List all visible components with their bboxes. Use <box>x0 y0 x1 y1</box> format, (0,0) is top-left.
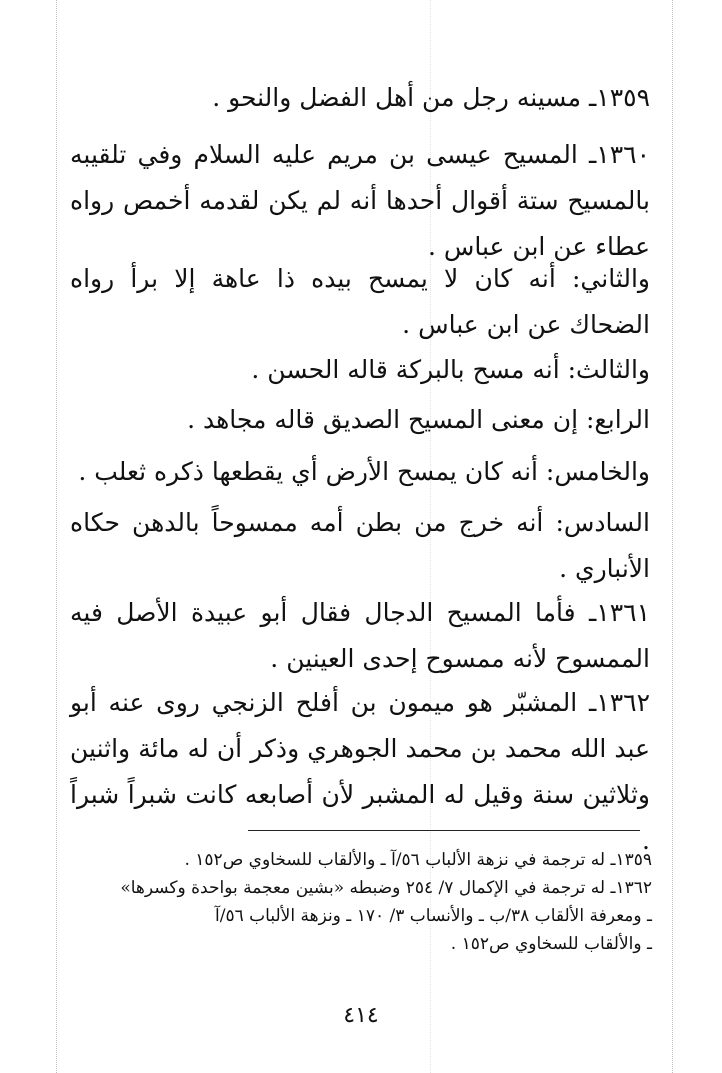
entry-1360: ١٣٦٠ـ المسيح عيسى بن مريم عليه السلام وفي تلقيبه بالمسيح ستة أقوال أحدها أنه لم يكن لقدمه أخمص رواه عطاء عن ابن عباس . <box>70 140 650 261</box>
entry-1360-second: والثاني: أنه كان لا يمسح بيده ذا عاهة إلا برأ رواه الضحاك عن ابن عباس . <box>70 264 650 339</box>
entry-1361: ١٣٦١ـ فأما المسيح الدجال فقال أبو عبيدة الأصل فيه الممسوح لأنه ممسوح إحدى العينين . <box>70 598 650 673</box>
entry-1360-fifth: والخامس: أنه كان يمسح الأرض أي يقطعها ذكره ثعلب . <box>78 457 650 486</box>
entry-1360-fourth: الرابع: إن معنى المسيح الصديق قاله مجاهد . <box>187 405 650 434</box>
entry-1362: ١٣٦٢ـ المشبّر هو ميمون بن أفلح الزنجي روى عنه أبو عبد الله محمد بن محمد الجوهري وذكر أن له مائة واثنين وثلاثين سنة وقيل له المشبر لأن أصابعه كانت شبراً شبراً . <box>70 688 650 855</box>
footnotes <box>60 846 652 958</box>
entry-1360-third: والثالث: أنه مسح بالبركة قاله الحسن . <box>251 355 650 384</box>
footnote-1359: ١٣٥٩ـ له ترجمة في نزهة الألباب ٥٦/آ ـ والألقاب للسخاوي ص١٥٢ . <box>184 850 652 870</box>
footnote-1362-cont-2: ـ والألقاب للسخاوي ص١٥٢ . <box>450 934 652 954</box>
page-number: ٤١٤ <box>343 1003 379 1028</box>
footnote-1362: ١٣٦٢ـ له ترجمة في الإكمال ٧/ ٢٥٤ وضبطه «بشين معجمة بواحدة وكسرها» <box>120 878 652 898</box>
footnote-separator <box>248 830 640 831</box>
scan-edge-right <box>672 0 673 1073</box>
footnote-1362-cont-1: ـ ومعرفة الألقاب ٣٨/ب ـ والأنساب ٣/ ١٧٠ ـ ونزهة الألباب ٥٦/آ <box>215 906 652 926</box>
scan-edge-left <box>56 0 57 1073</box>
entry-1359: ١٣٥٩ـ مسينه رجل من أهل الفضل والنحو . <box>212 83 650 112</box>
entry-1360-sixth: السادس: أنه خرج من بطن أمه ممسوحاً بالدهن حكاه الأنباري . <box>70 508 650 583</box>
